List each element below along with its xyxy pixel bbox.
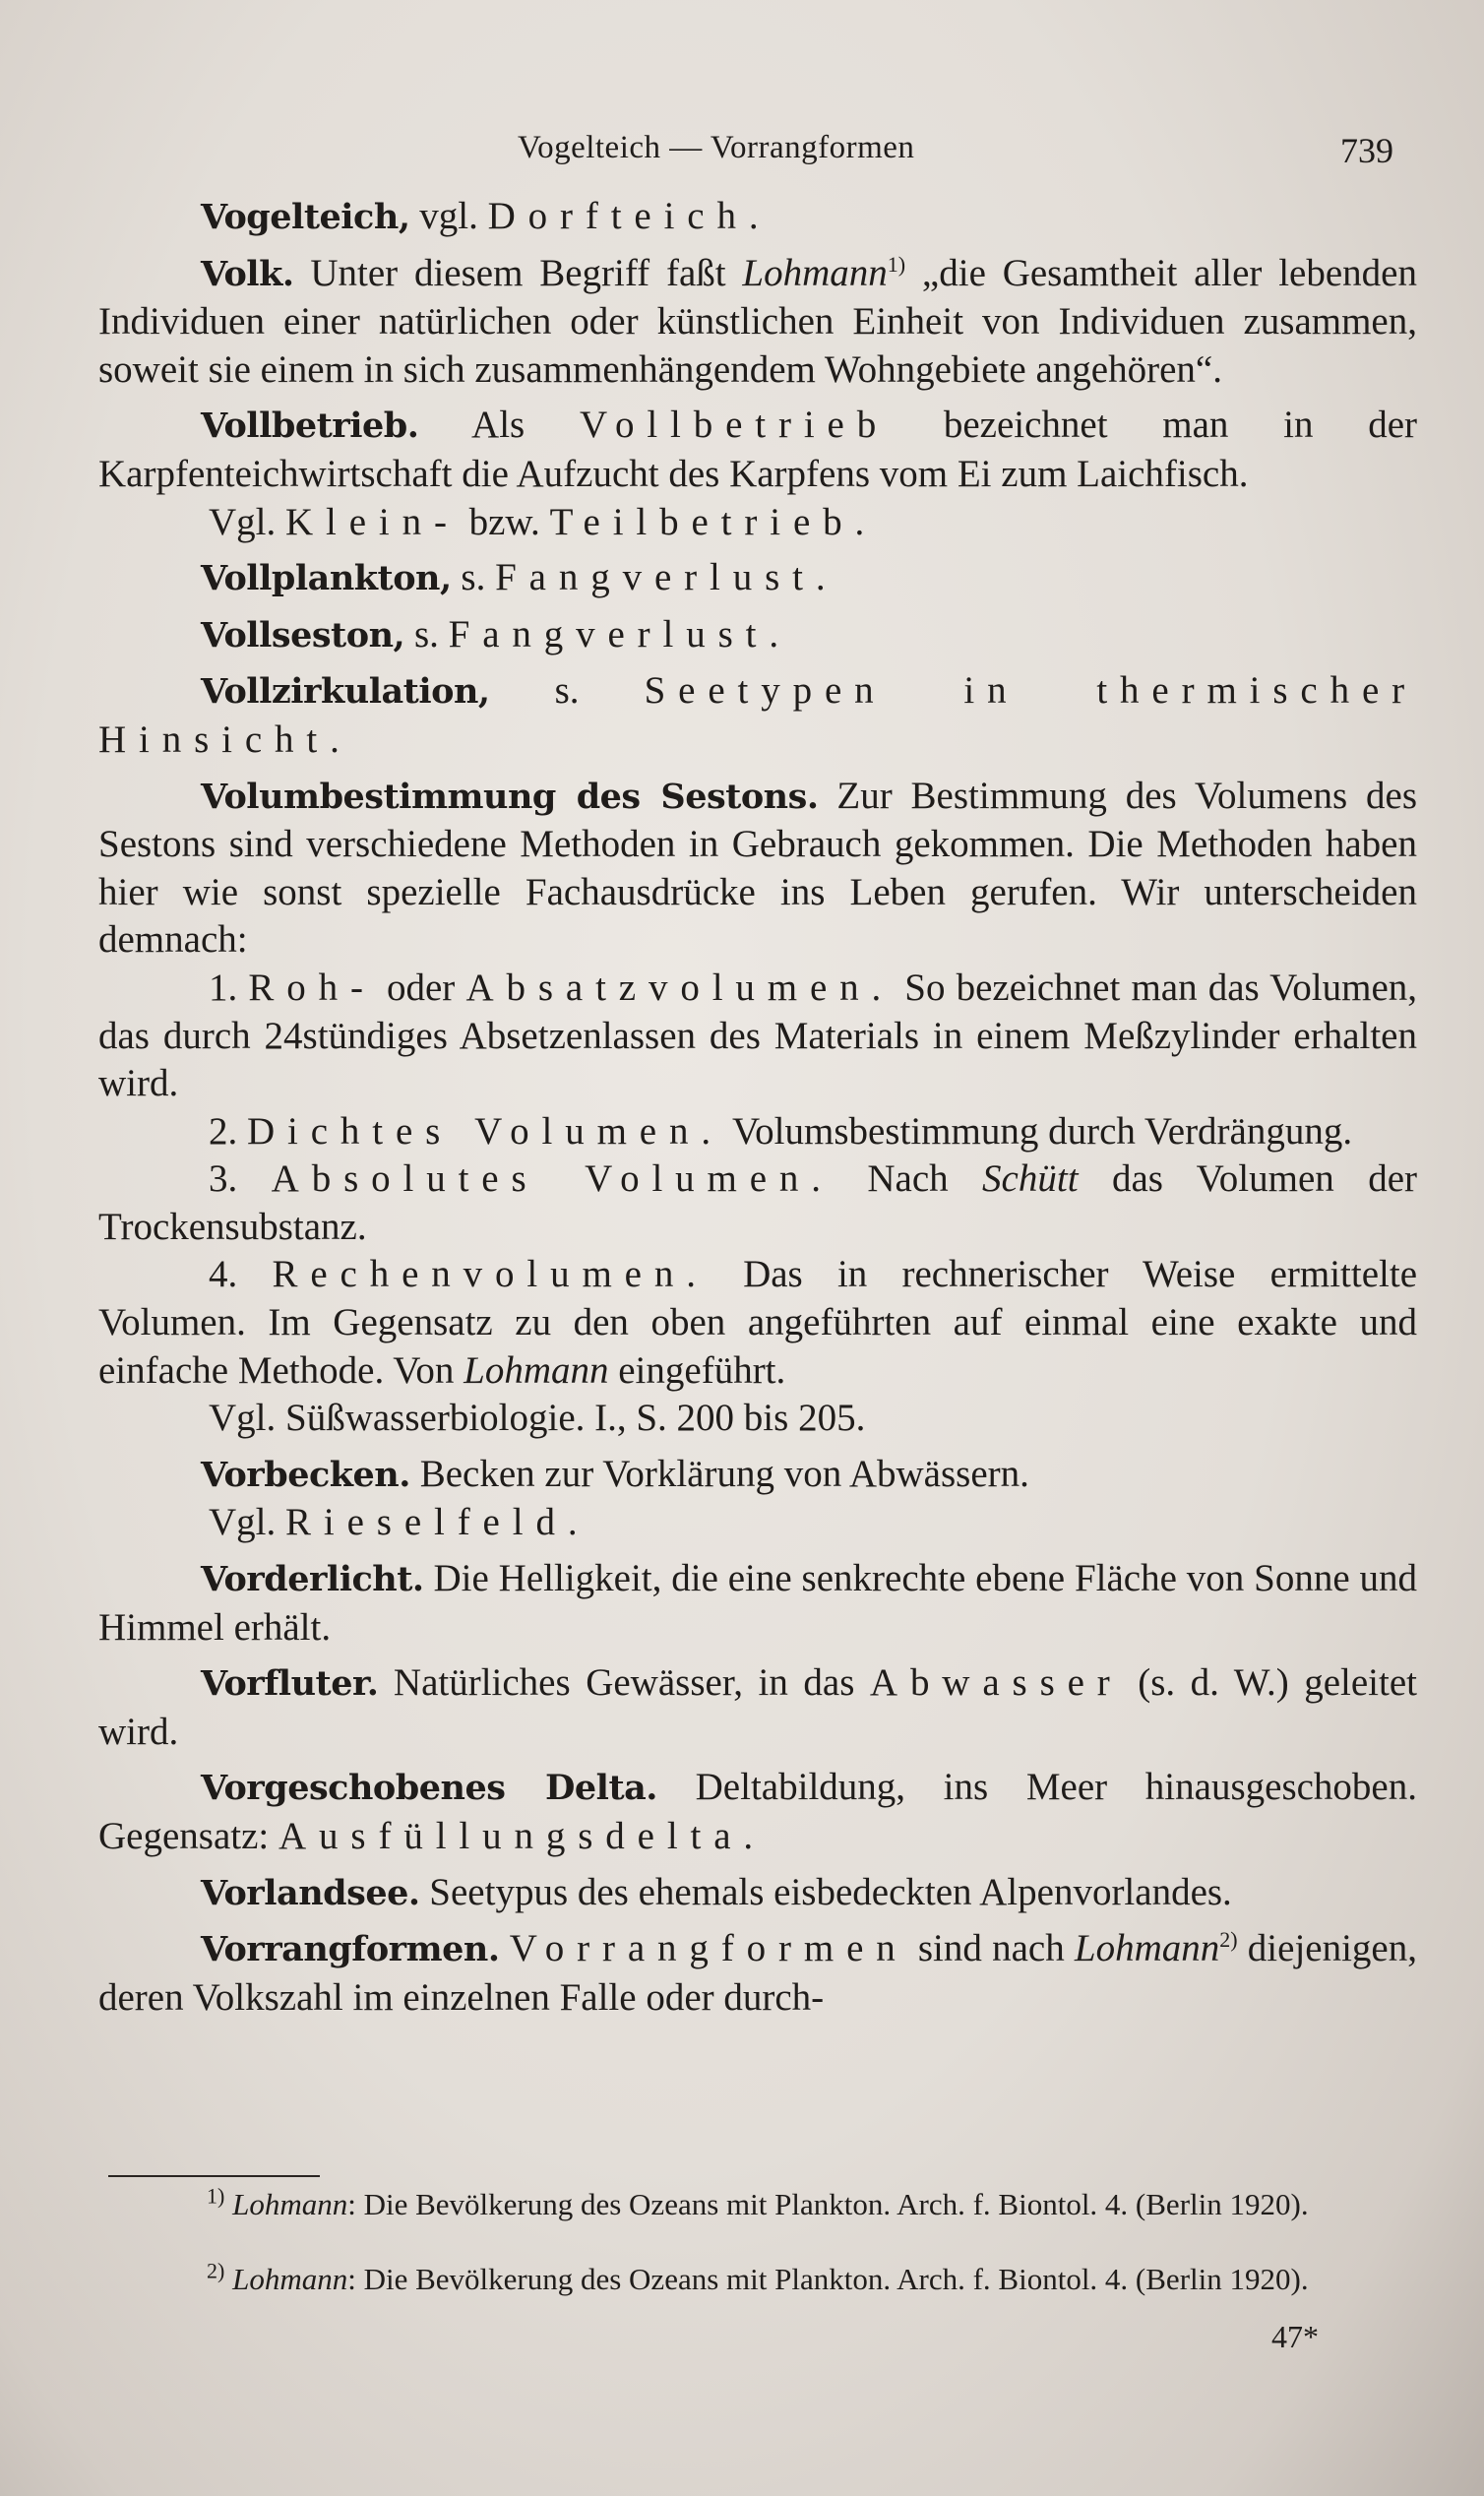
entry-text: Volumsbestimmung durch Verdrängung. bbox=[722, 1109, 1353, 1153]
dictionary-entries bbox=[98, 185, 1417, 2022]
entry-text: bezeichnet man in der Karpfenteichwirtschaft die Aufzucht des Karpfens vom Ei zum Laichfisch. bbox=[98, 404, 1418, 495]
spaced-reference: Ausfüllungsdelta. bbox=[278, 1815, 767, 1857]
spaced-reference: Dorfteich. bbox=[487, 195, 772, 237]
entry-text: Die Helligkeit, die eine senkrechte ebene Fläche von Sonne und Himmel erhält. bbox=[98, 1557, 1417, 1649]
entry-text: 2. bbox=[209, 1109, 247, 1153]
signature-mark: 47* bbox=[1271, 2319, 1319, 2354]
entry-text: : Die Bevölkerung des Ozeans mit Plankton. Arch. f. Biontol. 4. (Berlin 1920). bbox=[347, 2262, 1309, 2296]
entry-text: Das in rechnerischer Weise ermittelte Volumen. Im Gegensatz zu den oben angeführten auf einmal eine exakte und einfache Methode. Von bbox=[98, 1253, 1418, 1392]
entry-paragraph bbox=[98, 1155, 1417, 1251]
entry-text: Becken zur Vorklärung von Abwässern. bbox=[409, 1452, 1029, 1495]
entry-term: Volk. bbox=[201, 253, 294, 294]
author-name: Lohmann bbox=[1074, 1927, 1220, 1970]
dictionary-entry bbox=[98, 1555, 1417, 1652]
entry-term: Vorgeschobenes Delta. bbox=[201, 1768, 657, 1809]
spaced-reference: Fangverlust. bbox=[448, 612, 791, 655]
entry-text: bzw. bbox=[459, 500, 550, 543]
footnote-rule bbox=[108, 2175, 320, 2177]
entry-term: Vorderlicht. bbox=[201, 1559, 424, 1600]
entry-text: (s. d. W.) geleitet wird. bbox=[98, 1661, 1417, 1753]
entry-text bbox=[500, 1927, 510, 1969]
spaced-reference: Vorrangformen bbox=[509, 1927, 908, 1970]
spaced-reference: Klein- bbox=[285, 500, 460, 543]
entry-text: das Volumen der Trockensubstanz. bbox=[98, 1157, 1417, 1248]
spaced-reference: Seetypen in thermischer Hinsicht. bbox=[98, 669, 1417, 761]
dictionary-entry bbox=[98, 554, 1417, 603]
spaced-reference: Teilbetrieb. bbox=[549, 500, 878, 543]
entry-text: s. bbox=[404, 612, 449, 655]
entry-term: Vogelteich, bbox=[201, 197, 410, 237]
dictionary-entry bbox=[98, 1764, 1417, 1860]
entry-text: Vgl. Süßwasserbiologie. I., S. 200 bis 205. bbox=[209, 1397, 866, 1440]
entry-text: Deltabildung, ins Meer hinausgeschoben. Gegensatz: bbox=[98, 1766, 1417, 1857]
author-name: Lohmann bbox=[232, 2262, 348, 2296]
entry-text bbox=[224, 2262, 232, 2296]
spaced-reference: Rechenvolumen. bbox=[272, 1253, 709, 1296]
dictionary-entry bbox=[98, 250, 1417, 395]
dictionary-entry bbox=[98, 402, 1417, 498]
footnote-1 bbox=[108, 2185, 1427, 2223]
entry-paragraph bbox=[98, 1251, 1417, 1395]
dictionary-entry bbox=[98, 1451, 1417, 1500]
footnote-text bbox=[108, 2260, 1427, 2298]
entry-text: 4. bbox=[209, 1253, 273, 1296]
dictionary-entry bbox=[98, 1925, 1417, 2022]
entry-text: 3. bbox=[209, 1157, 272, 1201]
entry-text: s. bbox=[489, 669, 645, 713]
entry-text: „die Gesamtheit aller lebenden Individuen einer natürlichen oder künstlichen Einheit von Individuen zusammen, soweit sie einem in sich zusammenhängendem Wohngebiete angehören“. bbox=[98, 251, 1417, 391]
entry-text: Als bbox=[418, 404, 580, 447]
author-name: Lohmann bbox=[232, 2187, 348, 2221]
entry-text: Zur Bestimmung des Volumens des Sestons sind verschiedene Methoden in Gebrauch gekommen. Die Methoden haben hier wie sonst spezielle Fachausdrücke ins Leben gerufen. Wir unterscheiden demnach: bbox=[98, 774, 1418, 962]
dictionary-entry bbox=[98, 193, 1417, 242]
entry-text: s. bbox=[451, 556, 496, 599]
entry-paragraph bbox=[98, 1395, 1417, 1443]
footnote-text bbox=[108, 2185, 1427, 2223]
author-name: Schütt bbox=[982, 1157, 1079, 1201]
spaced-reference: Absatzvolumen. bbox=[465, 966, 895, 1009]
dictionary-entry bbox=[98, 1869, 1417, 1918]
footnote-ref: 2) bbox=[207, 2258, 225, 2283]
entry-text: Vgl. bbox=[209, 1501, 285, 1544]
entry-text bbox=[224, 2187, 232, 2221]
entry-text: eingeführt. bbox=[608, 1348, 786, 1392]
entry-paragraph bbox=[98, 499, 1417, 547]
footnote-ref: 2) bbox=[1219, 1927, 1238, 1953]
entry-text: Unter diesem Begriff faßt bbox=[293, 251, 743, 294]
dictionary-entry bbox=[98, 611, 1417, 660]
entry-text: 1. bbox=[209, 966, 249, 1009]
dictionary-entry bbox=[98, 667, 1417, 764]
entry-paragraph bbox=[98, 965, 1417, 1108]
entry-term: Vollplankton, bbox=[201, 558, 452, 599]
entry-text: diejenigen, deren Volkszahl im einzelnen Falle oder durch- bbox=[98, 1927, 1417, 2019]
entry-term: Vollseston, bbox=[201, 614, 405, 655]
footnote-ref: 1) bbox=[887, 251, 906, 277]
entry-text: Nach bbox=[833, 1157, 983, 1201]
entry-text: vgl. bbox=[409, 195, 488, 237]
author-name: Lohmann bbox=[742, 251, 888, 294]
entry-paragraph bbox=[98, 1108, 1417, 1156]
entry-term: Vorrangformen. bbox=[201, 1929, 500, 1970]
spaced-reference: Absolutes Volumen. bbox=[271, 1157, 834, 1201]
dictionary-entry bbox=[98, 773, 1417, 965]
entry-term: Vorbecken. bbox=[201, 1454, 410, 1495]
entry-text: oder bbox=[375, 966, 466, 1009]
spaced-reference: Abwasser bbox=[869, 1661, 1123, 1705]
entry-term: Vollzirkulation, bbox=[201, 671, 490, 713]
entry-text: So bezeichnet man das Volumen, das durch 24stündiges Absetzenlassen des Materials in einem Meßzylinder erhalten wird. bbox=[98, 966, 1417, 1105]
entry-text: Vgl. bbox=[209, 500, 285, 543]
entry-text: Seetypus des ehemals eisbedeckten Alpenvorlandes. bbox=[419, 1870, 1232, 1913]
spaced-reference: Vollbetrieb bbox=[579, 404, 890, 447]
entry-text: : Die Bevölkerung des Ozeans mit Plankton. Arch. f. Biontol. 4. (Berlin 1920). bbox=[347, 2187, 1309, 2221]
entry-term: Vollbetrieb. bbox=[201, 406, 419, 447]
spaced-reference: Rieselfeld. bbox=[285, 1501, 590, 1544]
spaced-reference: Dichtes Volumen. bbox=[247, 1109, 723, 1153]
footnote-2 bbox=[108, 2260, 1427, 2298]
page-number: 739 bbox=[1340, 131, 1393, 170]
spaced-reference: Roh- bbox=[248, 966, 376, 1009]
entry-term: Vorfluter. bbox=[201, 1663, 379, 1705]
running-title: Vogelteich — Vorrangformen bbox=[518, 130, 915, 165]
author-name: Lohmann bbox=[464, 1348, 609, 1392]
entry-term: Volumbestimmung des Sestons. bbox=[201, 776, 819, 817]
running-header bbox=[0, 130, 1484, 179]
spaced-reference: Fangverlust. bbox=[495, 556, 838, 599]
entry-text: sind nach bbox=[907, 1927, 1075, 1970]
entry-text: Natürliches Gewässer, in das bbox=[378, 1661, 870, 1705]
entry-term: Vorlandsee. bbox=[201, 1872, 420, 1913]
dictionary-entry bbox=[98, 1659, 1417, 1756]
entry-paragraph bbox=[98, 1499, 1417, 1547]
footnote-ref: 1) bbox=[207, 2183, 225, 2209]
